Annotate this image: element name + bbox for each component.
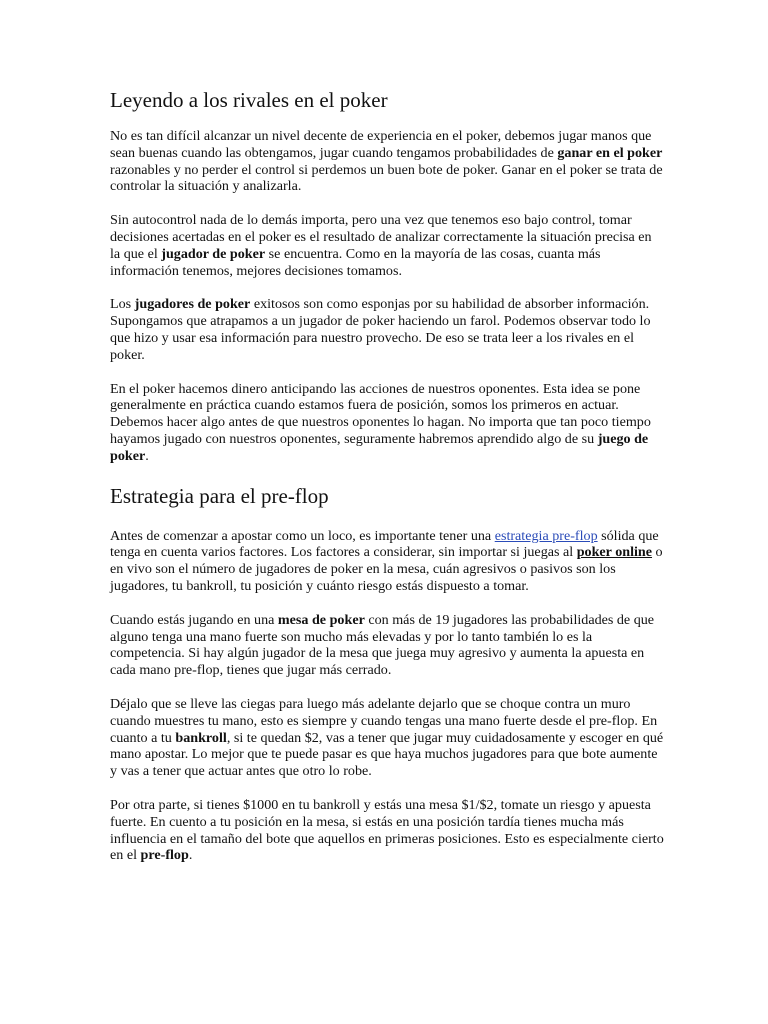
text-run: se encuentra. Como en la mayoría de las cosas, cuanta más información tenemos, mejores decisiones tomamos. <box>110 245 601 279</box>
paragraph <box>110 212 665 279</box>
text-run: Antes de comenzar a apostar como un loco, es importante tener una <box>110 527 495 544</box>
text-run: exitosos son como esponjas por su habilidad de absorber información. Supongamos que atrapamos a un jugador de poker haciendo un farol. Podemos observar todo lo que hizo y usar esa información para nuestro provecho. De eso se trata leer a los rivales en el poker. <box>110 296 651 363</box>
paragraph <box>110 296 665 363</box>
paragraph <box>110 528 665 595</box>
text-run: o en vivo son el número de jugadores de poker en la mesa, cuán agresivos o pasivos son los jugadores, tu bankroll, tu posición y cuánto riesgo estás dispuesto a tomar. <box>110 544 663 594</box>
text-run: , si te quedan $2, vas a tener que jugar muy cuidadosamente y escoger en qué mano apostar. Lo mejor que te puede pasar es que haya muchos jugadores para que bote aumente y vas a tener que actuar antes que otro lo robe. <box>110 729 664 780</box>
text-run: . <box>188 847 193 864</box>
text-run: razonables y no perder el control si perdemos un buen bote de poker. Ganar en el poker se trata de controlar la situación y analizarla. <box>110 161 663 195</box>
bold-text: ganar en el poker <box>557 144 663 161</box>
bold-text: pre-flop <box>140 847 189 864</box>
paragraph <box>110 612 665 679</box>
text-run: Sin autocontrol nada de lo demás importa, pero una vez que tenemos eso bajo control, tomar decisiones acertadas en el poker es el resultado de analizar correctamente la situación precisa en la que el <box>110 212 652 262</box>
bold-text: mesa de poker <box>277 611 365 628</box>
text-run: sólida que tenga en cuenta varios factores. Los factores a considerar, sin importar si juegas al <box>110 527 659 561</box>
text-run: con más de 19 jugadores las probabilidades de que alguno tenga una mano fuerte son mucho más elevadas y por lo tanto también lo es la competencia. Si hay algún jugador de la mesa que juega muy agresivo y aumenta la apuesta en cada mano pre-flop, tienes que jugar más cerrado. <box>110 611 655 679</box>
text-run: Déjalo que se lleve las ciegas para luego más adelante dejarlo que se choque contra un muro cuando muestres tu mano, esto es siempre y cuando tengas una mano fuerte desde el pre-flop. En cuanto a tu <box>110 695 658 746</box>
text-run: En el poker hacemos dinero anticipando las acciones de nuestros oponentes. Esta idea se pone generalmente en práctica cuando estamos fuera de posición, somos los primeros en actuar. Debemos hacer algo antes de que nuestros oponentes lo hagan. No importa que tan poco tiempo hayamos jugado con nuestros oponentes, seguramente habremos aprendido algo de su <box>110 380 651 447</box>
text-run: No es tan difícil alcanzar un nivel decente de experiencia en el poker, debemos jugar manos que sean buenas cuando las obtengamos, jugar cuando tengamos probabilidades de <box>110 128 652 161</box>
text-run: Los <box>110 296 135 313</box>
inline-link[interactable]: estrategia pre-flop <box>494 527 598 544</box>
text-run: Por otra parte, si tienes $1000 en tu bankroll y estás una mesa $1/$2, tomate un riesgo y apuesta fuerte. En cuento a tu posición en la mesa, si estás en una posición tardía tienes mucha más influencia en el tamaño del bote que aquellos en primeras posiciones. Esto es especialmente cierto en el <box>110 796 664 864</box>
bold-text: bankroll <box>175 729 227 746</box>
section-heading-reading-opponents: Leyendo a los rivales en el poker <box>110 88 388 112</box>
document-page <box>110 86 665 881</box>
paragraph <box>110 128 665 195</box>
paragraph <box>110 797 665 864</box>
paragraph <box>110 696 665 780</box>
bold-text: juego de poker <box>110 430 649 464</box>
section-heading-preflop-strategy: Estrategia para el pre-flop <box>110 483 329 508</box>
bold-text: jugadores de poker <box>134 296 251 313</box>
bold-text: jugador de poker <box>161 245 266 262</box>
inline-link[interactable]: poker online <box>576 544 653 561</box>
text-run: Cuando estás jugando en una <box>110 611 278 628</box>
text-run: . <box>145 447 149 464</box>
paragraph <box>110 381 665 465</box>
